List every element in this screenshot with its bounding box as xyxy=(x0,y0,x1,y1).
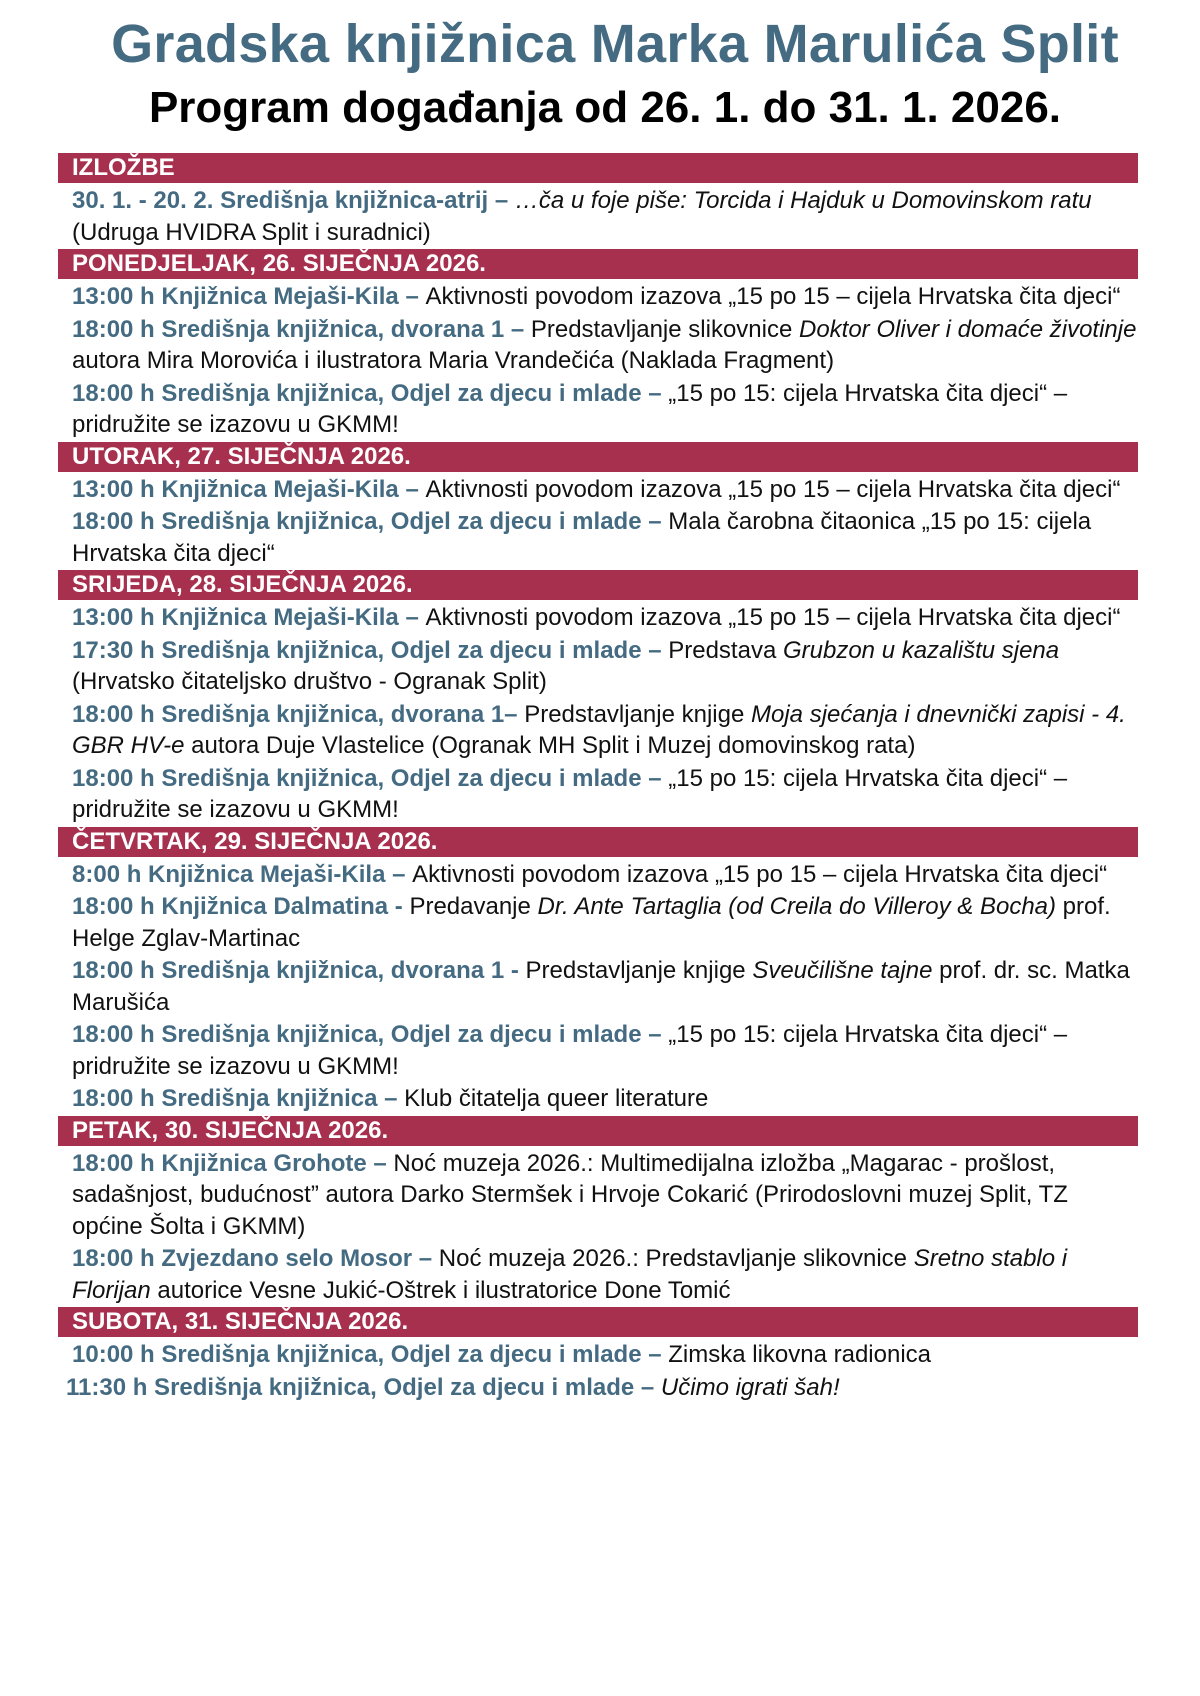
program-section xyxy=(58,153,1138,248)
event-title: Sveučilišne tajne xyxy=(752,957,933,984)
event-time-location: 18:00 h Središnja knjižnica, Odjel za djecu i mlade – xyxy=(72,1021,669,1048)
event-time-location: 18:00 h Središnja knjižnica – xyxy=(72,1085,405,1112)
program-section xyxy=(58,249,1138,441)
event-text: prof. Helge Zglav-Martinac xyxy=(72,893,1111,952)
event-text: Aktivnosti povodom izazova „15 po 15 – cijela Hrvatska čita djeci“ xyxy=(425,283,1121,310)
event-text: Noć muzeja 2026.: Multimedijalna izložba „Magarac - prošlost, sadašnjost, budućnost” autora Darko Stermšek i Hrvoje Cokarić (Prirodoslovni muzej Split, TZ općine Šolta i GKMM) xyxy=(72,1149,1068,1240)
page-title: Gradska knjižnica Marka Marulića Split xyxy=(111,14,1119,74)
event-time-location: 13:00 h Knjižnica Mejaši-Kila – xyxy=(72,475,426,503)
event-time-location: 18:00 h Središnja knjižnica, Odjel za djecu i mlade – xyxy=(72,764,669,792)
event-entry xyxy=(58,859,1138,891)
event-entry xyxy=(58,1372,1138,1404)
event-text: Predstava xyxy=(668,636,783,664)
section-header: IZLOŽBE xyxy=(58,153,1138,183)
event-entry xyxy=(58,1243,1138,1306)
event-entry xyxy=(58,378,1138,441)
event-time-location: 18:00 h Knjižnica Grohote – xyxy=(72,1149,394,1177)
program-section xyxy=(58,1307,1138,1403)
event-text: (Udruga HVIDRA Split i suradnici) xyxy=(72,218,431,246)
event-entry xyxy=(58,281,1138,313)
event-title: Sretno stablo i Florijan xyxy=(72,1245,1068,1304)
event-time-location: 13:00 h Knjižnica Mejaši-Kila – xyxy=(72,604,426,631)
event-time-location: 11:30 h Središnja knjižnica, Odjel za djecu i mlade – xyxy=(66,1373,661,1401)
event-text: Predstavljanje slikovnice xyxy=(530,315,799,343)
event-time-location: 30. 1. - 20. 2. Središnja knjižnica-atrij – xyxy=(72,187,515,214)
event-entry xyxy=(58,1339,1138,1371)
event-entry xyxy=(58,602,1138,634)
event-text: Predstavljanje knjige xyxy=(525,957,753,984)
event-text: Predavanje xyxy=(409,893,538,920)
event-entry xyxy=(58,699,1138,762)
event-text: Predstavljanje knjige xyxy=(524,700,751,728)
page-subtitle: Program događanja od 26. 1. do 31. 1. 2026. xyxy=(148,83,1062,132)
program-section xyxy=(58,570,1138,826)
section-header: UTORAK, 27. SIJEČNJA 2026. xyxy=(58,442,1138,472)
section-header: PONEDJELJAK, 26. SIJEČNJA 2026. xyxy=(58,249,1138,279)
event-text: Mala čarobna čitaonica „15 po 15: cijela Hrvatska čita djeci“ xyxy=(72,508,1092,567)
event-time-location: 18:00 h Zvjezdano selo Mosor – xyxy=(72,1245,439,1272)
event-title: …ča u foje piše: Torcida i Hajduk u Domovinskom ratu xyxy=(514,187,1092,214)
event-time-location: 13:00 h Knjižnica Mejaši-Kila – xyxy=(72,283,426,310)
event-text: autora Duje Vlastelice (Ogranak MH Split i Muzej domovinskog rata) xyxy=(184,732,916,759)
event-title: Dr. Ante Tartaglia (od Creila do Villeroy & Bocha) xyxy=(537,893,1057,920)
program-section xyxy=(58,442,1138,570)
event-text: Klub čitatelja queer literature xyxy=(404,1085,709,1112)
event-text: Zimska likovna radionica xyxy=(668,1341,932,1368)
event-text: autorice Vesne Jukić-Oštrek i ilustratorice Done Tomić xyxy=(150,1276,731,1304)
event-entry xyxy=(58,763,1138,826)
event-time-location: 18:00 h Središnja knjižnica, dvorana 1– xyxy=(72,700,525,728)
event-text: Noć muzeja 2026.: Predstavljanje slikovnice xyxy=(438,1245,914,1272)
event-title: Grubzon u kazalištu sjena xyxy=(782,636,1060,664)
event-text: Aktivnosti povodom izazova „15 po 15 – cijela Hrvatska čita djeci“ xyxy=(412,860,1108,888)
event-entry xyxy=(58,185,1138,248)
event-program xyxy=(58,153,1138,1404)
event-text: „15 po 15: cijela Hrvatska čita djeci“ – pridružite se izazovu u GKMM! xyxy=(72,764,1068,823)
event-entry xyxy=(58,955,1138,1018)
event-time-location: 18:00 h Središnja knjižnica, Odjel za djecu i mlade – xyxy=(72,508,669,535)
event-time-location: 18:00 h Središnja knjižnica, dvorana 1 – xyxy=(72,315,531,343)
event-entry xyxy=(58,474,1138,506)
event-title: Doktor Oliver i domaće životinje xyxy=(798,315,1137,343)
event-time-location: 17:30 h Središnja knjižnica, Odjel za djecu i mlade – xyxy=(72,636,669,664)
program-section xyxy=(58,1116,1138,1307)
event-entry xyxy=(58,1148,1138,1243)
event-entry xyxy=(58,506,1138,569)
event-entry xyxy=(58,635,1138,698)
event-time-location: 18:00 h Središnja knjižnica, Odjel za djecu i mlade – xyxy=(72,379,669,407)
event-entry xyxy=(58,1083,1138,1115)
section-header: ČETVRTAK, 29. SIJEČNJA 2026. xyxy=(58,827,1138,857)
event-text: Aktivnosti povodom izazova „15 po 15 – cijela Hrvatska čita djeci“ xyxy=(425,475,1121,503)
event-entry xyxy=(58,891,1138,954)
event-text: (Hrvatsko čitateljsko društvo - Ogranak Split) xyxy=(72,668,547,695)
event-text: „15 po 15: cijela Hrvatska čita djeci“ – pridružite se izazovu u GKMM! xyxy=(72,1021,1068,1080)
program-section xyxy=(58,827,1138,1115)
event-time-location: 10:00 h Središnja knjižnica, Odjel za djecu i mlade – xyxy=(72,1341,669,1368)
event-text: Aktivnosti povodom izazova „15 po 15 – cijela Hrvatska čita djeci“ xyxy=(425,604,1121,631)
event-time-location: 8:00 h Knjižnica Mejaši-Kila – xyxy=(72,860,413,888)
event-entry xyxy=(58,314,1138,377)
event-text: „15 po 15: cijela Hrvatska čita djeci“ – pridružite se izazovu u GKMM! xyxy=(72,379,1068,438)
event-time-location: 18:00 h Središnja knjižnica, dvorana 1 - xyxy=(72,957,526,984)
section-header: SRIJEDA, 28. SIJEČNJA 2026. xyxy=(58,570,1138,600)
event-time-location: 18:00 h Knjižnica Dalmatina - xyxy=(72,893,410,920)
event-title: Učimo igrati šah! xyxy=(660,1373,840,1401)
event-entry xyxy=(58,1019,1138,1082)
event-text: autora Mira Morovića i ilustratora Maria Vrandečića (Naklada Fragment) xyxy=(72,347,835,374)
event-title: Moja sjećanja i dnevnički zapisi - 4. GBR HV-e xyxy=(72,700,1126,759)
section-header: SUBOTA, 31. SIJEČNJA 2026. xyxy=(58,1307,1138,1337)
section-header: PETAK, 30. SIJEČNJA 2026. xyxy=(58,1116,1138,1146)
event-text: prof. dr. sc. Matka Marušića xyxy=(72,957,1130,1016)
